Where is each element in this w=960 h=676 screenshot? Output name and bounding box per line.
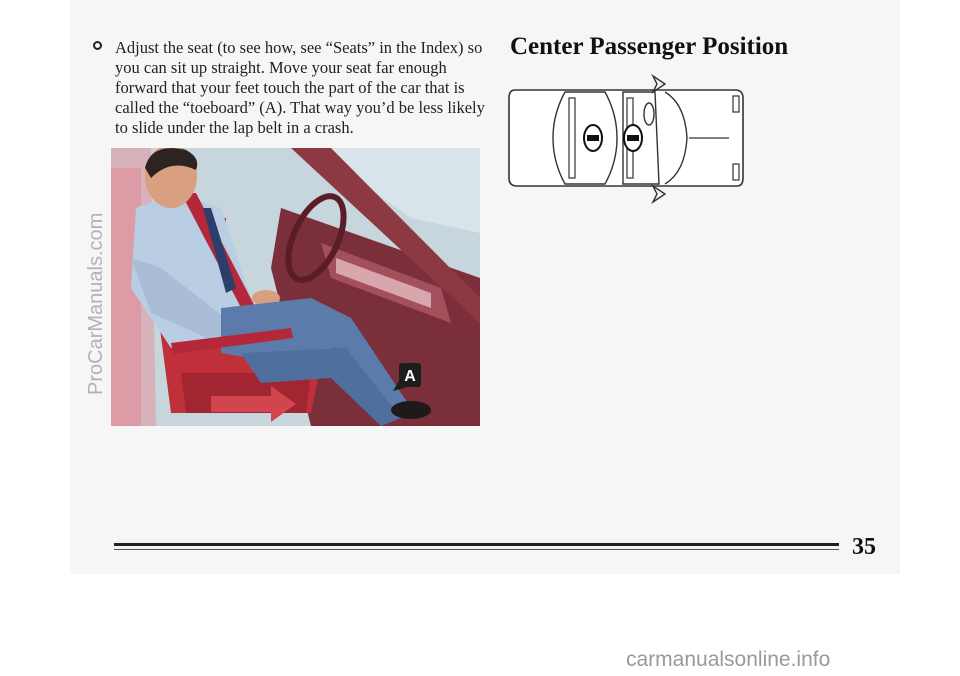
- page-number: 35: [852, 534, 876, 560]
- svg-text:A: A: [404, 368, 416, 385]
- section-heading: Center Passenger Position: [510, 33, 789, 60]
- seat-adjust-paragraph: Adjust the seat (to see how, see “Seats” in the Index) so you can sit up straight. Move your seat far enough forward that your feet touch the part of the car that is called the “toeboard” (A). That way you’d be less likely to slide under the lap belt in a crash.: [115, 38, 485, 137]
- side-watermark: ProCarManuals.com: [85, 212, 107, 395]
- car-seating-diagram: [505, 74, 745, 209]
- bullet-icon: [93, 41, 102, 50]
- footer-watermark: carmanualsonline.info: [626, 648, 831, 671]
- seated-passenger-photo: [111, 148, 480, 426]
- footer-rule: [114, 543, 839, 546]
- footer-rule-thin: [114, 549, 839, 550]
